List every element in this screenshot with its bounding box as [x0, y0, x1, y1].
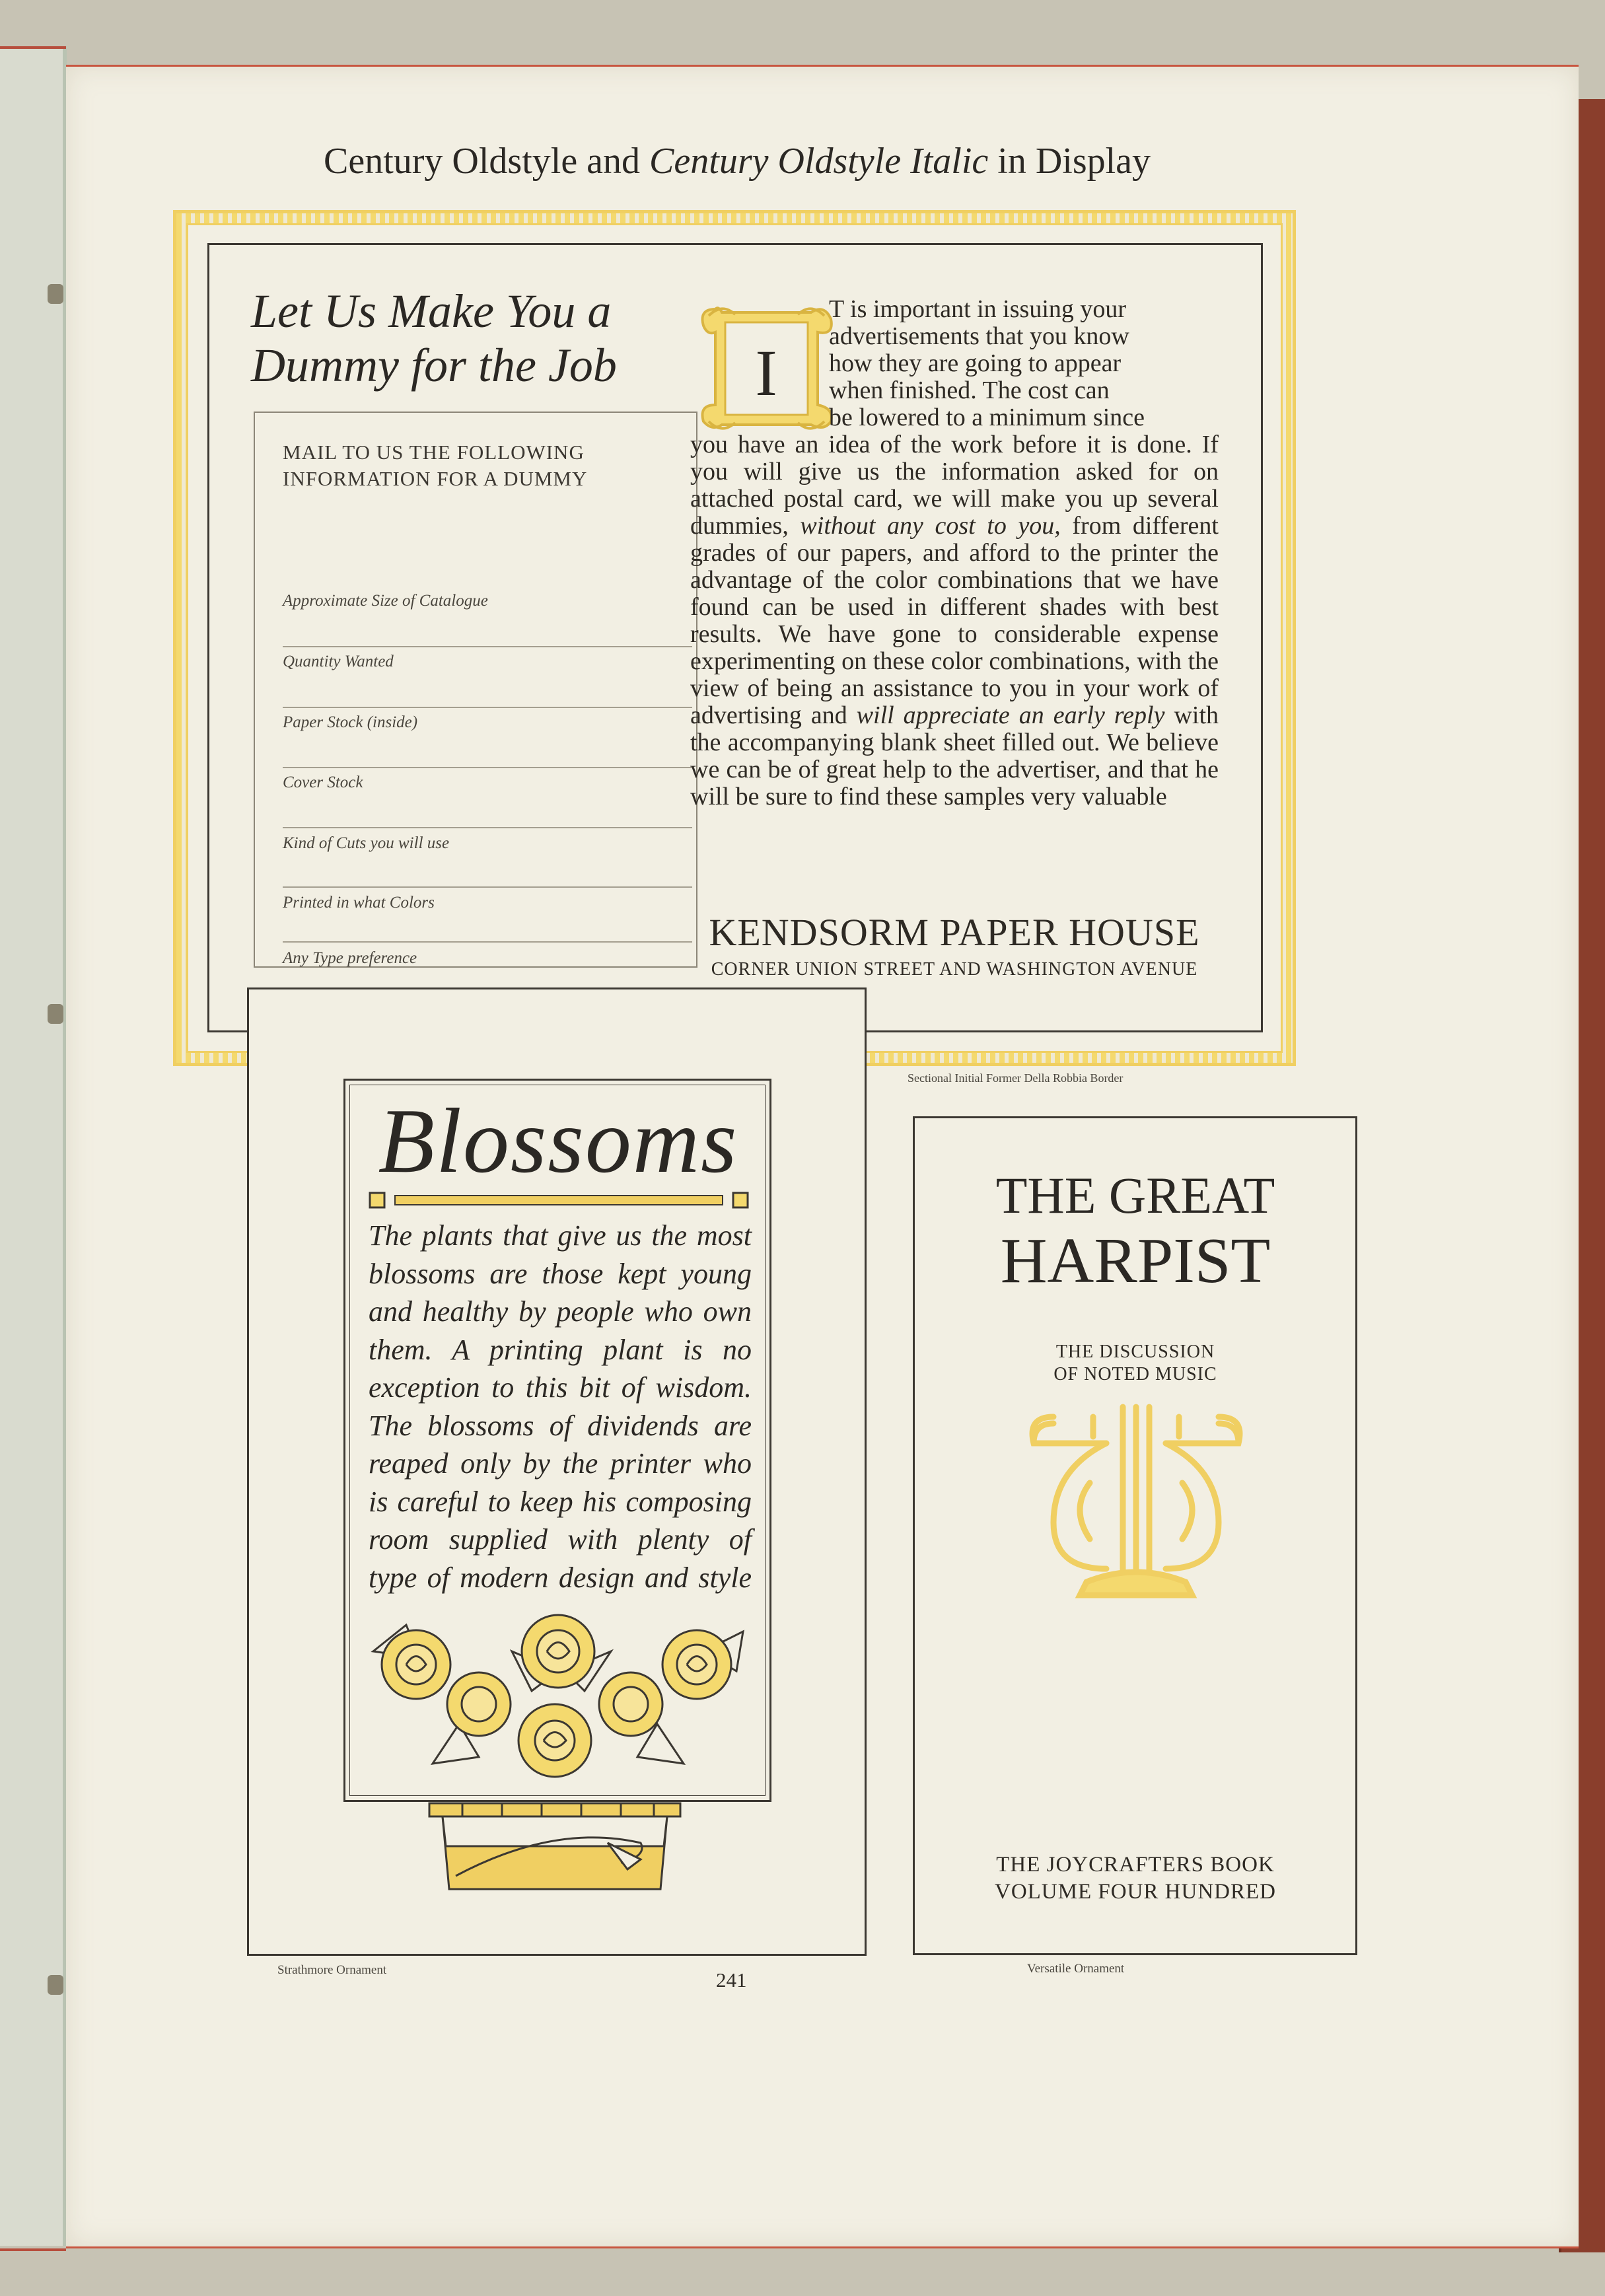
- form-field-line: [283, 827, 692, 828]
- harpist-title-line1: THE GREAT: [995, 1166, 1275, 1224]
- strathmore-caption: Strathmore Ornament: [277, 1963, 387, 1977]
- harpist-footer: [914, 1851, 1357, 1906]
- form-field-label: Quantity Wanted: [283, 653, 394, 670]
- form-field-line: [283, 646, 692, 647]
- drop-initial: I: [755, 336, 777, 410]
- form-field-line: [283, 707, 692, 708]
- harpist-footer-line2: VOLUME FOUR HUNDRED: [994, 1880, 1276, 1904]
- form-field-label: Any Type preference: [283, 949, 417, 967]
- harpist-subtitle: [914, 1341, 1357, 1386]
- form-field-label: Paper Stock (inside): [283, 713, 418, 731]
- binding-hole: [48, 1975, 63, 1995]
- form-field-label: Approximate Size of Catalogue: [283, 592, 488, 610]
- form-field-line: [283, 941, 692, 943]
- company-name: KENDSORM PAPER HOUSE: [709, 911, 1200, 954]
- lyre-icon: [1014, 1397, 1258, 1608]
- company-address: CORNER UNION STREET AND WASHINGTON AVENUE: [711, 959, 1198, 980]
- blossoms-text: The plants that give us the most blossoms are those kept young and healthy by people who own them. A printing plant is no exception to this bit of wisdom. The blossoms of dividends are reaped only by the printer who is careful to keep his composing room supplied with plenty of type of modern design and style: [369, 1219, 752, 1594]
- harpist-subtitle-line2: OF NOTED MUSIC: [1053, 1364, 1217, 1384]
- versatile-caption: Versatile Ornament: [1027, 1962, 1125, 1976]
- dummy-form: [254, 412, 697, 968]
- page-heading: Century Oldstyle and Century Oldstyle Italic in Display: [324, 141, 1151, 182]
- harpist-title-line2: HARPIST: [1000, 1225, 1271, 1297]
- form-field-label: Printed in what Colors: [283, 894, 435, 912]
- dummy-title: Let Us Make You a Dummy for the Job: [251, 285, 617, 392]
- page-number: 241: [716, 1968, 747, 1991]
- advert-paragraph: T is important in issuing your advertisements that you know how they are going to appear when finished. The cost can be lowered to a minimum since you have an idea of the work before it is done. If you will give us the information asked for on attached postal card, we will make you up several dummies, without any cost to you, from different grades of our papers, and afford to the printer the advantage of the color combinations that we have found can be used in different shades with best results. We have gone to considerable expense experimenting on these color combinations, with the view of being an assistance to you in your work of advertising and will appreciate an early reply with the accompanying blank sheet filled out. We believe we can be of great help to the advertiser, and that he will be sure to find these samples very valuable: [690, 295, 1219, 810]
- harpist-footer-line1: THE JOYCRAFTERS BOOK: [996, 1853, 1275, 1877]
- blossoms-title: Blossoms: [378, 1090, 738, 1192]
- harpist-subtitle-line1: THE DISCUSSION: [1055, 1342, 1215, 1362]
- ornamental-rule: [369, 1190, 750, 1210]
- binding-hole: [48, 1004, 63, 1024]
- border-caption: Sectional Initial Former Della Robbia Border: [908, 1071, 1124, 1085]
- binding-hole: [48, 284, 63, 304]
- form-heading: MAIL TO US THE FOLLOWING INFORMATION FOR A DUMMY: [283, 441, 588, 490]
- rose-bouquet-icon: [360, 1612, 756, 1803]
- form-field-label: Kind of Cuts you will use: [283, 834, 450, 852]
- form-field-line: [283, 767, 692, 768]
- basket-icon: [423, 1797, 687, 1896]
- spine-edge: [0, 46, 66, 2251]
- form-field-label: Cover Stock: [283, 773, 363, 791]
- form-field-line: [283, 886, 692, 888]
